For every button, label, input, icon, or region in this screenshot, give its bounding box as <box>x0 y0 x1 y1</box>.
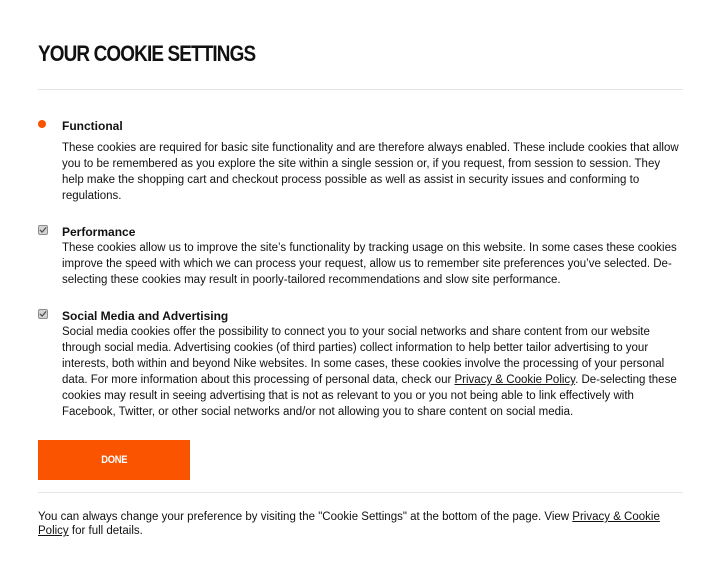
footer-text-start: You can always change your preference by visiting the "Cookie Settings" at the bottom of the page. View <box>38 511 573 523</box>
social-media-text-start: Social media cookies offer the possibility to connect you to your social networks and share content from our website through social media. Advertising cookies (of third parties) collect information to help better tailor advertising to your interests, both within and beyond Nike websites. In some cases, these cookies involve the processing of your personal data. For more information about this processing of personal data, check our <box>62 326 665 386</box>
footer-text-end: for full details. <box>68 525 143 537</box>
social-media-text-end: . De-selecting these cookies may result in seeing advertising that is not as relevant to you or you not being able to link effectively with Facebook, Twitter, or other social networks and/or not allowing you to share content on social media. <box>62 374 677 418</box>
performance-checkbox[interactable] <box>38 225 48 235</box>
done-button[interactable] <box>38 440 190 480</box>
privacy-cookie-policy-link[interactable]: Privacy & Cookie Policy <box>454 374 576 386</box>
social-media-heading: Social Media and Advertising <box>62 309 229 323</box>
page-title: YOUR COOKIE SETTINGS <box>38 41 256 66</box>
social-media-description <box>62 324 682 420</box>
orange-dot-icon <box>38 120 46 128</box>
performance-heading: Performance <box>62 225 136 239</box>
checkmark-icon <box>39 226 47 234</box>
done-button-label: DONE <box>100 454 128 466</box>
social-media-checkbox[interactable] <box>38 309 48 319</box>
checkmark-icon <box>39 310 47 318</box>
functional-heading: Functional <box>62 119 123 133</box>
footer-note <box>38 510 668 538</box>
top-divider <box>38 89 683 90</box>
bottom-divider <box>38 492 683 493</box>
functional-description: These cookies are required for basic site functionality and are therefore always enabled. These include cookies that allow you to be remembered as you explore the site within a single session or, if you request, from session to session. They help make the shopping cart and checkout process possible as well as assist in security issues and conforming to regulations. <box>62 142 679 202</box>
footer-privacy-cookie-policy-link[interactable]: Privacy & Cookie Policy <box>38 511 660 537</box>
performance-description: These cookies allow us to improve the site’s functionality by tracking usage on this website. In some cases these cookies improve the speed with which we can process your request, allow us to remember site preferences you’ve selected. De-selecting these cookies may result in poorly-tailored recommendations and slow site performance. <box>62 242 677 286</box>
